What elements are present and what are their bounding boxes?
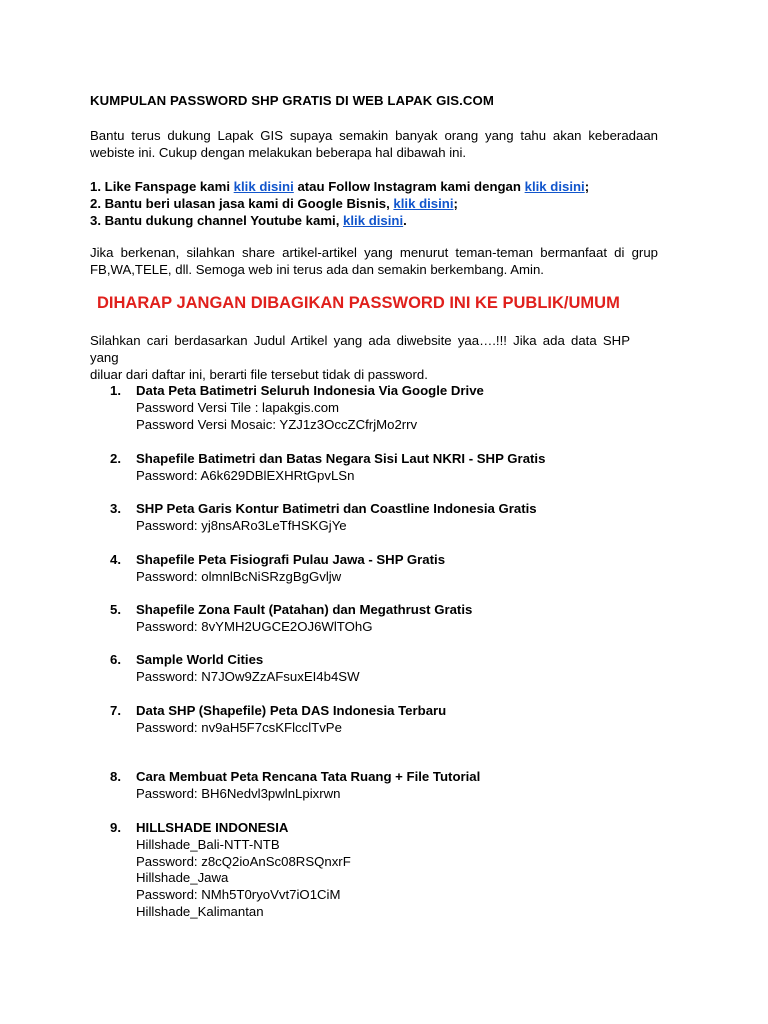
search-paragraph: [90, 332, 630, 383]
item-detail: Password: z8cQ2ioAnSc08RSQnxrF: [136, 853, 351, 869]
support-steps: [90, 178, 589, 229]
item-detail: Hillshade_Jawa: [136, 870, 229, 886]
item-number: 2.: [110, 451, 121, 466]
step-3: [90, 212, 589, 229]
share-paragraph: [90, 244, 658, 278]
step-text: .: [403, 213, 407, 228]
item-detail: Password: nv9aH5F7csKFlcclTvPe: [136, 719, 342, 735]
item-number: 9.: [110, 820, 121, 835]
step-1: [90, 178, 589, 195]
item-detail: Password Versi Tile : lapakgis.com: [136, 399, 340, 415]
item-title: Shapefile Zona Fault (Patahan) dan Megathrust Gratis: [136, 602, 473, 617]
item-detail: Password: NMh5T0ryoVvt7iO1CiM: [136, 887, 341, 903]
item-title: Sample World Cities: [136, 652, 264, 667]
youtube-link[interactable]: klik disini: [343, 213, 404, 228]
item-detail: Password: yj8nsARo3LeTfHSKGjYe: [136, 517, 347, 533]
item-title: Shapefile Batimetri dan Batas Negara Sisi Laut NKRI - SHP Gratis: [136, 451, 546, 466]
item-detail: Password Versi Mosaic: YZJ1z3OccZCfrjMo2rrv: [136, 416, 418, 432]
item-title: Data Peta Batimetri Seluruh Indonesia Via Google Drive: [136, 383, 484, 398]
item-detail: Hillshade_Bali-NTT-NTB: [136, 836, 280, 852]
intro-line: webiste ini. Cukup dengan melakukan beberapa hal dibawah ini.: [90, 145, 467, 160]
item-detail: Hillshade_Kalimantan: [136, 903, 264, 919]
item-detail: Password: A6k629DBlEXHRtGpvLSn: [136, 467, 355, 483]
google-bisnis-link[interactable]: klik disini: [393, 196, 454, 211]
item-detail: Password: olmnlBcNiSRzgBgGvljw: [136, 568, 342, 584]
document-title: KUMPULAN PASSWORD SHP GRATIS DI WEB LAPAK GIS.COM: [90, 93, 494, 108]
item-title: SHP Peta Garis Kontur Batimetri dan Coastline Indonesia Gratis: [136, 501, 537, 516]
step-text: 2. Bantu beri ulasan jasa kami di Google Bisnis,: [90, 196, 394, 211]
step-text: ;: [453, 196, 458, 211]
item-number: 6.: [110, 652, 121, 667]
share-line: Jika berkenan, silahkan share artikel-artikel yang menurut teman-teman bermanfaat di grup: [90, 245, 658, 260]
item-title: HILLSHADE INDONESIA: [136, 820, 289, 835]
step-text: 3. Bantu dukung channel Youtube kami,: [90, 213, 344, 228]
item-number: 3.: [110, 501, 121, 516]
step-text: 1. Like Fanspage kami: [90, 179, 234, 194]
search-line: Silahkan cari berdasarkan Judul Artikel yang ada diwebsite yaa….!!! Jika ada data SHP yang: [90, 333, 630, 365]
instagram-link[interactable]: klik disini: [524, 179, 585, 194]
item-number: 1.: [110, 383, 121, 398]
item-detail: Password: BH6Nedvl3pwlnLpixrwn: [136, 785, 341, 801]
step-text: ;: [584, 179, 590, 194]
item-number: 4.: [110, 552, 121, 567]
search-line: diluar dari daftar ini, berarti file tersebut tidak di password.: [90, 367, 428, 382]
intro-line: Bantu terus dukung Lapak GIS supaya semakin banyak orang yang tahu akan keberadaan: [90, 128, 658, 143]
item-detail: Password: 8vYMH2UGCE2OJ6WlTOhG: [136, 618, 373, 634]
fanspage-link[interactable]: klik disini: [233, 179, 294, 194]
item-number: 8.: [110, 769, 121, 784]
item-number: 7.: [110, 703, 121, 718]
item-title: Data SHP (Shapefile) Peta DAS Indonesia Terbaru: [136, 703, 447, 718]
share-line: FB,WA,TELE, dll. Semoga web ini terus ada dan semakin berkembang. Amin.: [90, 262, 544, 277]
item-detail: Password: N7JOw9ZzAFsuxEI4b4SW: [136, 668, 360, 684]
intro-paragraph: [90, 127, 658, 161]
item-number: 5.: [110, 602, 121, 617]
item-title: Cara Membuat Peta Rencana Tata Ruang + File Tutorial: [136, 769, 481, 784]
step-2: [90, 195, 589, 212]
step-text: atau Follow Instagram kami dengan: [293, 179, 525, 194]
item-title: Shapefile Peta Fisiografi Pulau Jawa - SHP Gratis: [136, 552, 446, 567]
warning-heading: DIHARAP JANGAN DIBAGIKAN PASSWORD INI KE PUBLIK/UMUM: [97, 294, 620, 312]
